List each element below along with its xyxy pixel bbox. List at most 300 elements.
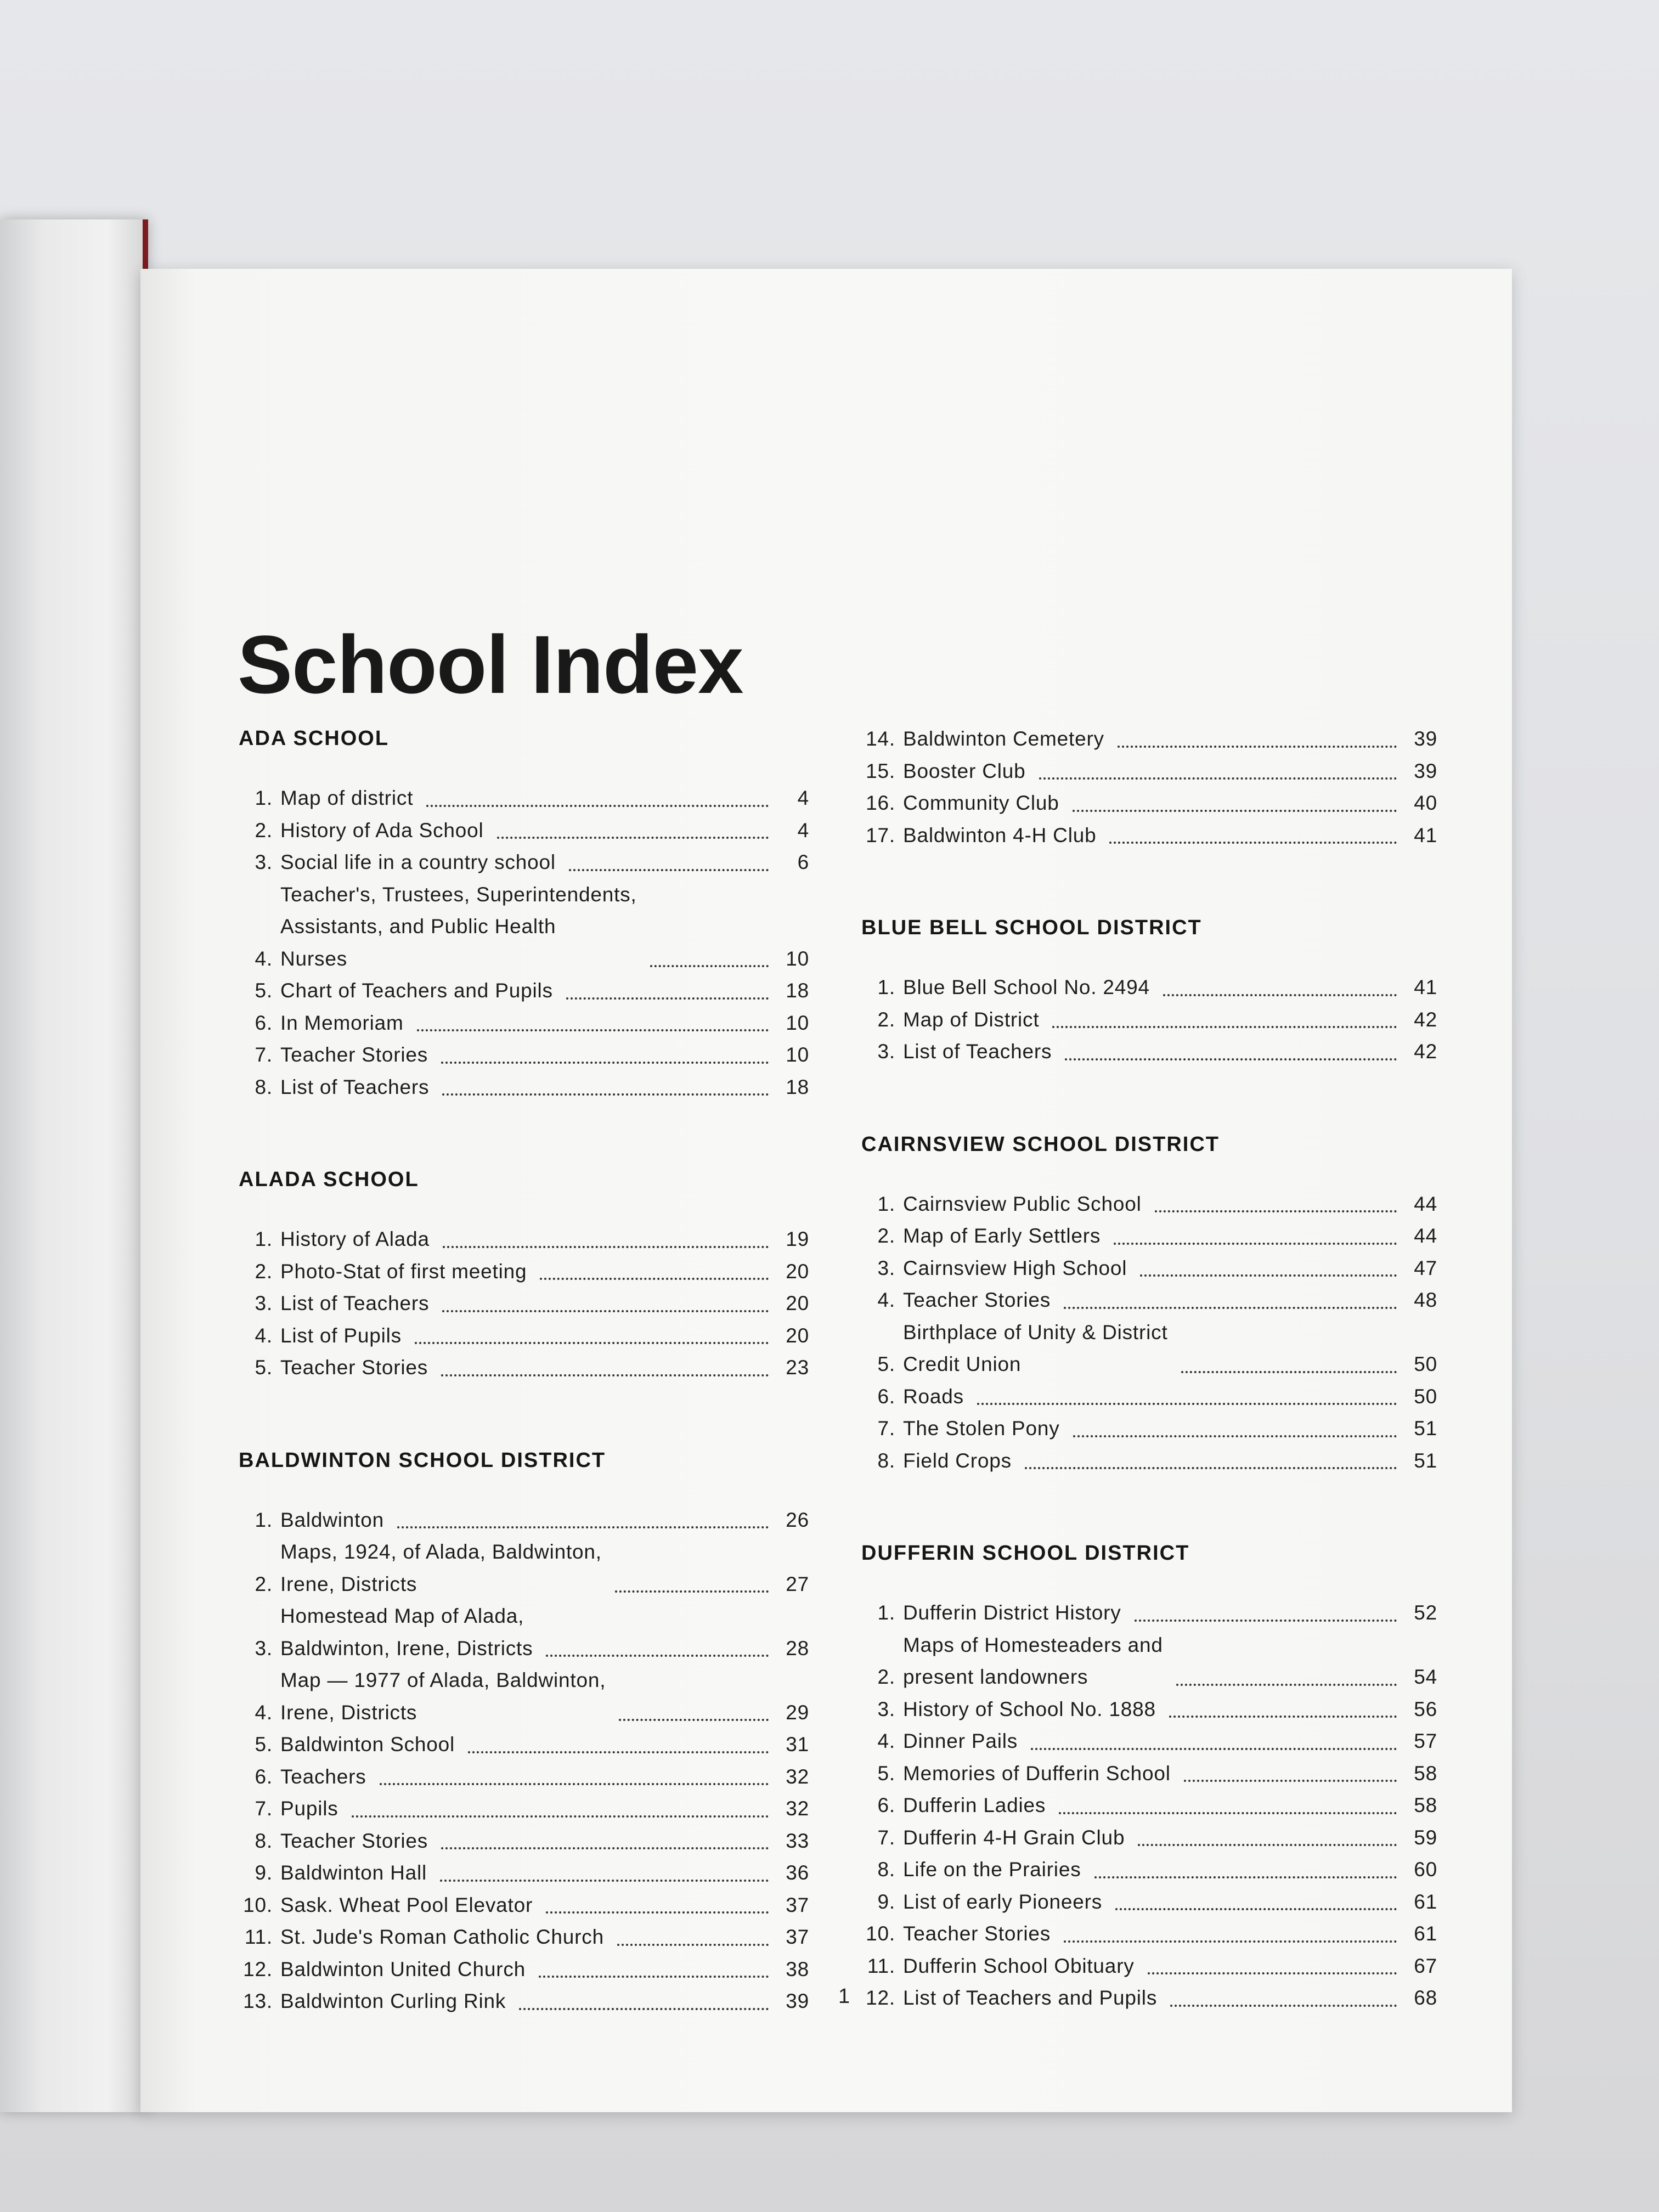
entry-page-number: 32: [786, 1765, 809, 1788]
index-entry: [861, 1445, 1437, 1477]
dot-leader: [1031, 1748, 1397, 1750]
entry-body: [280, 1536, 809, 1600]
entry-number: 3.: [877, 1040, 895, 1063]
dot-leader: [440, 1880, 769, 1882]
dot-leader: [1059, 1812, 1397, 1814]
dot-leader: [1138, 1844, 1397, 1846]
index-entry: [861, 1790, 1437, 1822]
entry-page-number: 52: [1414, 1601, 1437, 1624]
section-heading: ALADA SCHOOL: [239, 1168, 419, 1191]
dot-leader: [1052, 1026, 1397, 1028]
entry-number: 1.: [877, 1601, 895, 1624]
index-entry: [239, 1352, 809, 1384]
dot-leader: [569, 869, 769, 871]
index-entry: [861, 1886, 1437, 1918]
entry-page-number: 26: [786, 1508, 809, 1531]
entry-number: 7.: [877, 1417, 895, 1440]
entry-title: Map of District: [903, 1008, 1040, 1031]
entry-page-number: 57: [1414, 1730, 1437, 1752]
entry-body: [280, 1954, 809, 1986]
entry-body: [903, 1790, 1437, 1822]
index-entry: [239, 1504, 809, 1537]
entry-title: Social life in a country school: [280, 851, 556, 873]
dot-leader: [1065, 1058, 1397, 1060]
entry-number: 1.: [255, 1228, 273, 1250]
dot-leader: [1176, 1684, 1397, 1686]
index-section: [861, 1133, 1437, 1477]
dot-leader: [417, 1029, 769, 1031]
entry-body: [280, 1889, 809, 1922]
index-entry: [861, 1950, 1437, 1983]
index-entry: [239, 1223, 809, 1256]
entry-title: Booster Club: [903, 759, 1026, 782]
index-column-left: [239, 727, 809, 2083]
dot-leader: [352, 1815, 769, 1818]
entry-body: [280, 1288, 809, 1320]
entry-title: Chart of Teachers and Pupils: [280, 979, 553, 1002]
dot-leader: [540, 1278, 769, 1280]
entry-body: [903, 1822, 1437, 1854]
entry-title: Map of Early Settlers: [903, 1224, 1101, 1247]
dot-leader: [1064, 1940, 1397, 1943]
entry-body: [903, 1220, 1437, 1252]
entry-number: 4.: [255, 1701, 273, 1724]
section-heading: CAIRNSVIEW SCHOOL DISTRICT: [861, 1132, 1220, 1156]
entry-page-number: 37: [786, 1893, 809, 1916]
entry-title: Dufferin School Obituary: [903, 1954, 1135, 1977]
entry-title: Baldwinton: [280, 1508, 385, 1531]
entry-title: Baldwinton Cemetery: [903, 727, 1104, 750]
index-entry: [239, 1600, 809, 1664]
entry-body: [903, 1284, 1437, 1317]
entry-number: 10.: [243, 1893, 273, 1916]
entry-page-number: 4: [797, 819, 809, 842]
entry-body: [903, 1950, 1437, 1983]
index-column-right: [861, 723, 1437, 2079]
entry-page-number: 58: [1414, 1762, 1437, 1785]
entry-body: [280, 975, 809, 1007]
entry-number: 11.: [244, 1926, 273, 1948]
entry-page-number: 18: [786, 1075, 809, 1098]
entry-number: 5.: [877, 1762, 895, 1785]
index-entry: [861, 1982, 1437, 2015]
entry-title: Life on the Prairies: [903, 1858, 1081, 1881]
dot-leader: [1155, 1210, 1397, 1212]
entry-number: 2.: [255, 1260, 273, 1283]
entry-page-number: 39: [786, 1990, 809, 2012]
dot-leader: [617, 1944, 769, 1946]
index-entry: [239, 1793, 809, 1825]
index-entry: [861, 820, 1437, 852]
dot-leader: [1181, 1371, 1397, 1373]
entry-number: 2.: [877, 1224, 895, 1247]
entry-number: 1.: [877, 976, 895, 998]
index-entry: [239, 1288, 809, 1320]
entry-page-number: 37: [786, 1926, 809, 1948]
entry-number: 4.: [877, 1289, 895, 1311]
index-entry: [861, 1284, 1437, 1317]
entry-body: [903, 1918, 1437, 1950]
entry-number: 4.: [255, 1324, 273, 1347]
entry-body: [903, 1597, 1437, 1629]
dot-leader: [1135, 1620, 1397, 1622]
entry-title: Baldwinton United Church: [280, 1957, 526, 1980]
dot-leader: [497, 837, 769, 839]
entry-page-number: 41: [1414, 976, 1437, 998]
entry-title: List of Teachers: [280, 1292, 430, 1314]
entry-body: [903, 1004, 1437, 1036]
entry-body: [903, 787, 1437, 820]
index-entry: [239, 782, 809, 815]
index-entry: [861, 755, 1437, 788]
entry-body: [903, 1758, 1437, 1790]
entry-number: 5.: [877, 1353, 895, 1375]
index-entry: [239, 1954, 809, 1986]
index-entry: [861, 1004, 1437, 1036]
entry-title: St. Jude's Roman Catholic Church: [280, 1926, 604, 1948]
entry-title: Teacher Stories: [903, 1922, 1051, 1945]
index-entry: [239, 1761, 809, 1793]
index-section: [861, 916, 1437, 1068]
entry-page-number: 18: [786, 979, 809, 1002]
entry-number: 1.: [255, 1508, 273, 1531]
entry-body: [280, 1857, 809, 1889]
entry-title: History of Ada School: [280, 819, 484, 842]
index-section: [239, 727, 809, 1103]
index-entry: [861, 1694, 1437, 1726]
entry-page-number: 36: [786, 1861, 809, 1884]
entry-body: [903, 1252, 1437, 1285]
entry-page-number: 50: [1414, 1385, 1437, 1408]
entry-page-number: 31: [786, 1733, 809, 1756]
entry-number: 8.: [877, 1449, 895, 1472]
book-cover-edge: [0, 219, 148, 2112]
entry-title: List of Teachers: [280, 1075, 430, 1098]
entry-body: [280, 1825, 809, 1858]
entry-page-number: 42: [1414, 1040, 1437, 1063]
entry-page-number: 41: [1414, 823, 1437, 847]
dot-leader: [426, 805, 769, 807]
entry-body: [903, 972, 1437, 1004]
entry-body: [280, 1071, 809, 1104]
entry-number: 2.: [877, 1008, 895, 1031]
index-section: [861, 723, 1437, 851]
dot-leader: [566, 997, 769, 1000]
entry-page-number: 10: [786, 1011, 809, 1034]
entry-body: [280, 1793, 809, 1825]
dot-leader: [443, 1246, 769, 1248]
entry-title: Teacher's, Trustees, Superintendents, Assistants, and Public Health Nurses: [280, 883, 637, 970]
dot-leader: [1073, 1435, 1397, 1437]
entry-number: 11.: [867, 1954, 895, 1977]
entry-number: 5.: [255, 979, 273, 1002]
dot-leader: [977, 1403, 1397, 1405]
entry-body: [903, 1036, 1437, 1068]
entry-title: Photo-Stat of first meeting: [280, 1260, 527, 1283]
index-section: [861, 1542, 1437, 2015]
entry-page-number: 56: [1414, 1697, 1437, 1720]
entry-number: 12.: [866, 1987, 895, 2009]
entry-body: [903, 1725, 1437, 1758]
dot-leader: [1115, 1908, 1397, 1910]
entry-title: List of Pupils: [280, 1324, 402, 1347]
index-section: [239, 1168, 809, 1384]
entry-page-number: 33: [786, 1829, 809, 1852]
dot-leader: [615, 1590, 769, 1593]
entry-body: [903, 1854, 1437, 1886]
index-entry: [861, 1822, 1437, 1854]
index-entry: [861, 1854, 1437, 1886]
entry-title: Baldwinton Curling Rink: [280, 1990, 506, 2012]
entry-title: Pupils: [280, 1797, 338, 1820]
dot-leader: [1025, 1467, 1397, 1469]
entry-body: [903, 1188, 1437, 1221]
index-entry: [861, 787, 1437, 820]
entry-page-number: 48: [1414, 1289, 1437, 1311]
entry-number: 9.: [877, 1890, 895, 1913]
entry-page-number: 42: [1414, 1008, 1437, 1031]
entry-body: [280, 1223, 809, 1256]
index-entry: [239, 847, 809, 879]
section-heading: BLUE BELL SCHOOL DISTRICT: [861, 916, 1202, 939]
entry-number: 6.: [877, 1794, 895, 1816]
entry-title: Community Club: [903, 792, 1059, 814]
entry-page-number: 61: [1414, 1922, 1437, 1945]
entry-title: List of early Pioneers: [903, 1890, 1103, 1913]
dot-leader: [1109, 842, 1397, 844]
entry-title: In Memoriam: [280, 1011, 404, 1034]
entry-body: [903, 1317, 1437, 1381]
dot-leader: [619, 1719, 769, 1721]
entry-page-number: 44: [1414, 1224, 1437, 1247]
section-heading: ADA SCHOOL: [239, 727, 390, 750]
index-entry: [239, 1857, 809, 1889]
entry-page-number: 39: [1414, 727, 1437, 750]
index-entry: [239, 975, 809, 1007]
entry-number: 3.: [877, 1697, 895, 1720]
entry-title: Sask. Wheat Pool Elevator: [280, 1893, 533, 1916]
entry-body: [903, 1694, 1437, 1726]
dot-leader: [1114, 1243, 1397, 1245]
entry-title: Cairnsview High School: [903, 1256, 1127, 1279]
entry-title: Baldwinton Hall: [280, 1861, 427, 1884]
entry-title: History of Alada: [280, 1228, 430, 1250]
entry-title: Memories of Dufferin School: [903, 1762, 1171, 1785]
dot-leader: [1118, 746, 1397, 748]
entry-page-number: 44: [1414, 1192, 1437, 1215]
entry-title: Roads: [903, 1385, 964, 1408]
entry-title: Baldwinton School: [280, 1733, 455, 1756]
entry-page-number: 27: [786, 1572, 809, 1595]
dot-leader: [519, 2008, 769, 2010]
entry-body: [903, 755, 1437, 788]
entry-page-number: 60: [1414, 1858, 1437, 1881]
page-title: School Index: [238, 618, 743, 710]
entry-number: 3.: [255, 851, 273, 873]
entry-number: 15.: [866, 759, 895, 782]
entry-number: 1.: [877, 1192, 895, 1215]
dot-leader: [546, 1911, 769, 1914]
entry-page-number: 51: [1414, 1417, 1437, 1440]
entry-title: Field Crops: [903, 1449, 1012, 1472]
entry-number: 3.: [255, 1637, 273, 1660]
entry-title: Baldwinton 4-H Club: [903, 823, 1097, 847]
dot-leader: [1064, 1307, 1397, 1309]
dot-leader: [1170, 2005, 1397, 2007]
dot-leader: [539, 1976, 769, 1978]
entry-number: 16.: [866, 792, 895, 814]
entry-page-number: 10: [786, 947, 809, 970]
section-heading: BALDWINTON SCHOOL DISTRICT: [239, 1448, 606, 1472]
dot-leader: [546, 1655, 769, 1657]
entry-page-number: 32: [786, 1797, 809, 1820]
entry-number: 1.: [255, 787, 273, 809]
entry-page-number: 58: [1414, 1794, 1437, 1816]
entry-page-number: 68: [1414, 1987, 1437, 2009]
entry-body: [280, 1729, 809, 1761]
entry-number: 2.: [255, 819, 273, 842]
index-entry: [239, 1889, 809, 1922]
index-entry: [861, 1220, 1437, 1252]
entry-body: [280, 815, 809, 847]
dot-leader: [1073, 810, 1397, 812]
entry-number: 5.: [255, 1733, 273, 1756]
entry-body: [280, 1600, 809, 1664]
entry-page-number: 4: [797, 787, 809, 809]
index-entry: [239, 815, 809, 847]
entry-body: [903, 1982, 1437, 2015]
entry-title: Teacher Stories: [280, 1043, 428, 1066]
entry-body: [280, 1664, 809, 1729]
entry-title: Dufferin Ladies: [903, 1794, 1046, 1816]
entry-body: [903, 1413, 1437, 1445]
index-entry: [239, 1729, 809, 1761]
index-entry: [861, 1918, 1437, 1950]
entry-body: [280, 1256, 809, 1288]
index-entry: [861, 1725, 1437, 1758]
dot-leader: [441, 1374, 769, 1376]
dot-leader: [468, 1751, 769, 1753]
entry-page-number: 28: [786, 1637, 809, 1660]
entry-page-number: 19: [786, 1228, 809, 1250]
entry-page-number: 51: [1414, 1449, 1437, 1472]
entry-number: 8.: [255, 1075, 273, 1098]
index-entry: [861, 1381, 1437, 1413]
index-entry: [861, 1188, 1437, 1221]
entry-number: 7.: [255, 1797, 273, 1820]
section-heading: DUFFERIN SCHOOL DISTRICT: [861, 1542, 1190, 1565]
entry-number: 10.: [866, 1922, 895, 1945]
entry-body: [280, 782, 809, 815]
entry-title: Birthplace of Unity & District Credit Union: [903, 1321, 1168, 1375]
index-entry: [861, 1317, 1437, 1381]
entry-page-number: 59: [1414, 1826, 1437, 1849]
dot-leader: [1148, 1972, 1397, 1974]
dot-leader: [380, 1783, 769, 1785]
entry-title: History of School No. 1888: [903, 1697, 1156, 1720]
entry-page-number: 20: [786, 1324, 809, 1347]
index-entry: [861, 1629, 1437, 1694]
entry-page-number: 20: [786, 1292, 809, 1314]
entry-number: 4.: [877, 1730, 895, 1752]
entry-body: [280, 847, 809, 879]
dot-leader: [650, 965, 769, 967]
entry-page-number: 38: [786, 1957, 809, 1980]
index-entry: [239, 1825, 809, 1858]
entry-number: 13.: [243, 1990, 273, 2012]
entry-number: 5.: [255, 1356, 273, 1379]
dot-leader: [397, 1526, 769, 1528]
entry-number: 8.: [877, 1858, 895, 1881]
entry-body: [280, 1504, 809, 1537]
index-entry: [861, 1597, 1437, 1629]
entry-body: [903, 1629, 1437, 1694]
entry-title: Map — 1977 of Alada, Baldwinton, Irene, Districts: [280, 1669, 606, 1724]
entry-page-number: 54: [1414, 1666, 1437, 1688]
entry-title: Teacher Stories: [280, 1356, 428, 1379]
entry-page-number: 10: [786, 1043, 809, 1066]
dot-leader: [1039, 777, 1397, 780]
index-entry: [861, 1036, 1437, 1068]
index-entry: [239, 879, 809, 975]
entry-number: 2.: [877, 1666, 895, 1688]
index-entry: [239, 1007, 809, 1040]
entry-title: Dufferin 4-H Grain Club: [903, 1826, 1125, 1849]
entry-body: [903, 820, 1437, 852]
entry-number: 6.: [255, 1765, 273, 1788]
entry-page-number: 67: [1414, 1954, 1437, 1977]
index-section: [239, 1449, 809, 2018]
entry-page-number: 40: [1414, 792, 1437, 814]
index-entry: [239, 1985, 809, 2018]
dot-leader: [1184, 1780, 1397, 1782]
entry-page-number: 6: [797, 851, 809, 873]
entry-body: [280, 1352, 809, 1384]
entry-title: Maps, 1924, of Alada, Baldwinton, Irene, Districts: [280, 1541, 602, 1595]
dot-leader: [441, 1062, 769, 1064]
entry-body: [903, 723, 1437, 755]
entry-page-number: 20: [786, 1260, 809, 1283]
index-entry: [239, 1536, 809, 1600]
entry-number: 17.: [866, 823, 895, 847]
entry-body: [280, 1761, 809, 1793]
entry-body: [903, 1381, 1437, 1413]
entry-body: [280, 1039, 809, 1071]
entry-page-number: 23: [786, 1356, 809, 1379]
entry-number: 7.: [255, 1043, 273, 1066]
entry-title: Teacher Stories: [903, 1289, 1051, 1311]
index-entry: [239, 1039, 809, 1071]
entry-number: 6.: [255, 1011, 273, 1034]
entry-title: List of Teachers: [903, 1040, 1052, 1063]
entry-body: [903, 1445, 1437, 1477]
entry-title: Cairnsview Public School: [903, 1192, 1142, 1215]
index-entry: [861, 972, 1437, 1004]
dot-leader: [1094, 1876, 1397, 1878]
entry-title: Maps of Homesteaders and present landowners: [903, 1633, 1163, 1688]
dot-leader: [1140, 1274, 1397, 1277]
index-entry: [239, 1256, 809, 1288]
index-entry: [239, 1921, 809, 1954]
index-entry: [861, 1758, 1437, 1790]
entry-body: [280, 1007, 809, 1040]
entry-title: Teacher Stories: [280, 1829, 428, 1852]
entry-number: 3.: [877, 1256, 895, 1279]
index-entry: [861, 723, 1437, 755]
entry-body: [280, 1320, 809, 1352]
entry-title: Dinner Pails: [903, 1730, 1018, 1752]
dot-leader: [442, 1310, 769, 1312]
